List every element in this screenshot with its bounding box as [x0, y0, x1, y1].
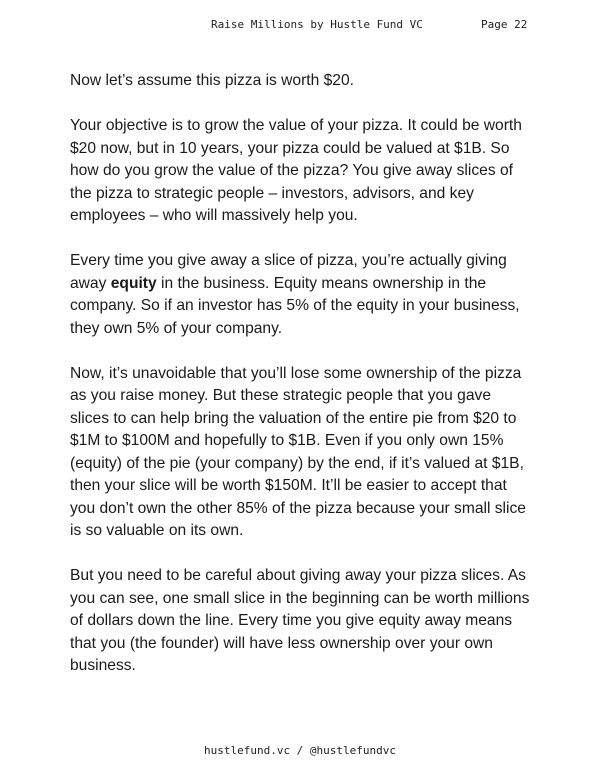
equity-text-after: in the business. Equity means ownership in the company. So if an investor has 5% of the equity in your business, they own 5% of your company.: [70, 274, 520, 337]
paragraph-ownership: Now, it’s unavoidable that you’ll lose some ownership of the pizza as you raise money. But these strategic people that you gave slices to can help bring the valuation of the entire pie from $20 to $1M to $100M and hopefully to $1B. Even if you only own 15% (equity) of the pie (your company) by the end, if it’s valued at $1B, then your slice will be worth $150M. It’ll be easier to accept that you don’t own the other 85% of the pizza because your small slice is so valuable on its own.: [70, 364, 526, 539]
paragraph-equity: [70, 250, 532, 340]
equity-term: equity: [110, 274, 157, 292]
page-footer: hustlefund.vc / @hustlefundvc: [203, 744, 397, 757]
paragraph-objective: Your objective is to grow the value of your pizza. It could be worth $20 now, but in 10 years, your pizza could be valued at $1B. So how do you grow the value of the pizza? You give away slices of the pizza to strategic people – investors, advisors, and key employees – who will massively help you.: [70, 117, 522, 224]
equity-text-before: Every time you give away a slice of pizza, you’re actually giving away: [70, 252, 507, 292]
paragraph-pizza-worth: Now let’s assume this pizza is worth $20.: [70, 72, 354, 89]
page-body: [70, 70, 532, 700]
page-header: [0, 16, 600, 36]
page-number: Page 22: [481, 18, 528, 31]
paragraph-careful: But you need to be careful about giving away your pizza slices. As you can see, one small slice in the beginning can be worth millions of dollars down the line. Every time you give equity away means that you (the founder) will have less ownership over your own business.: [70, 567, 530, 674]
document-title: Raise Millions by Hustle Fund VC: [211, 18, 423, 31]
